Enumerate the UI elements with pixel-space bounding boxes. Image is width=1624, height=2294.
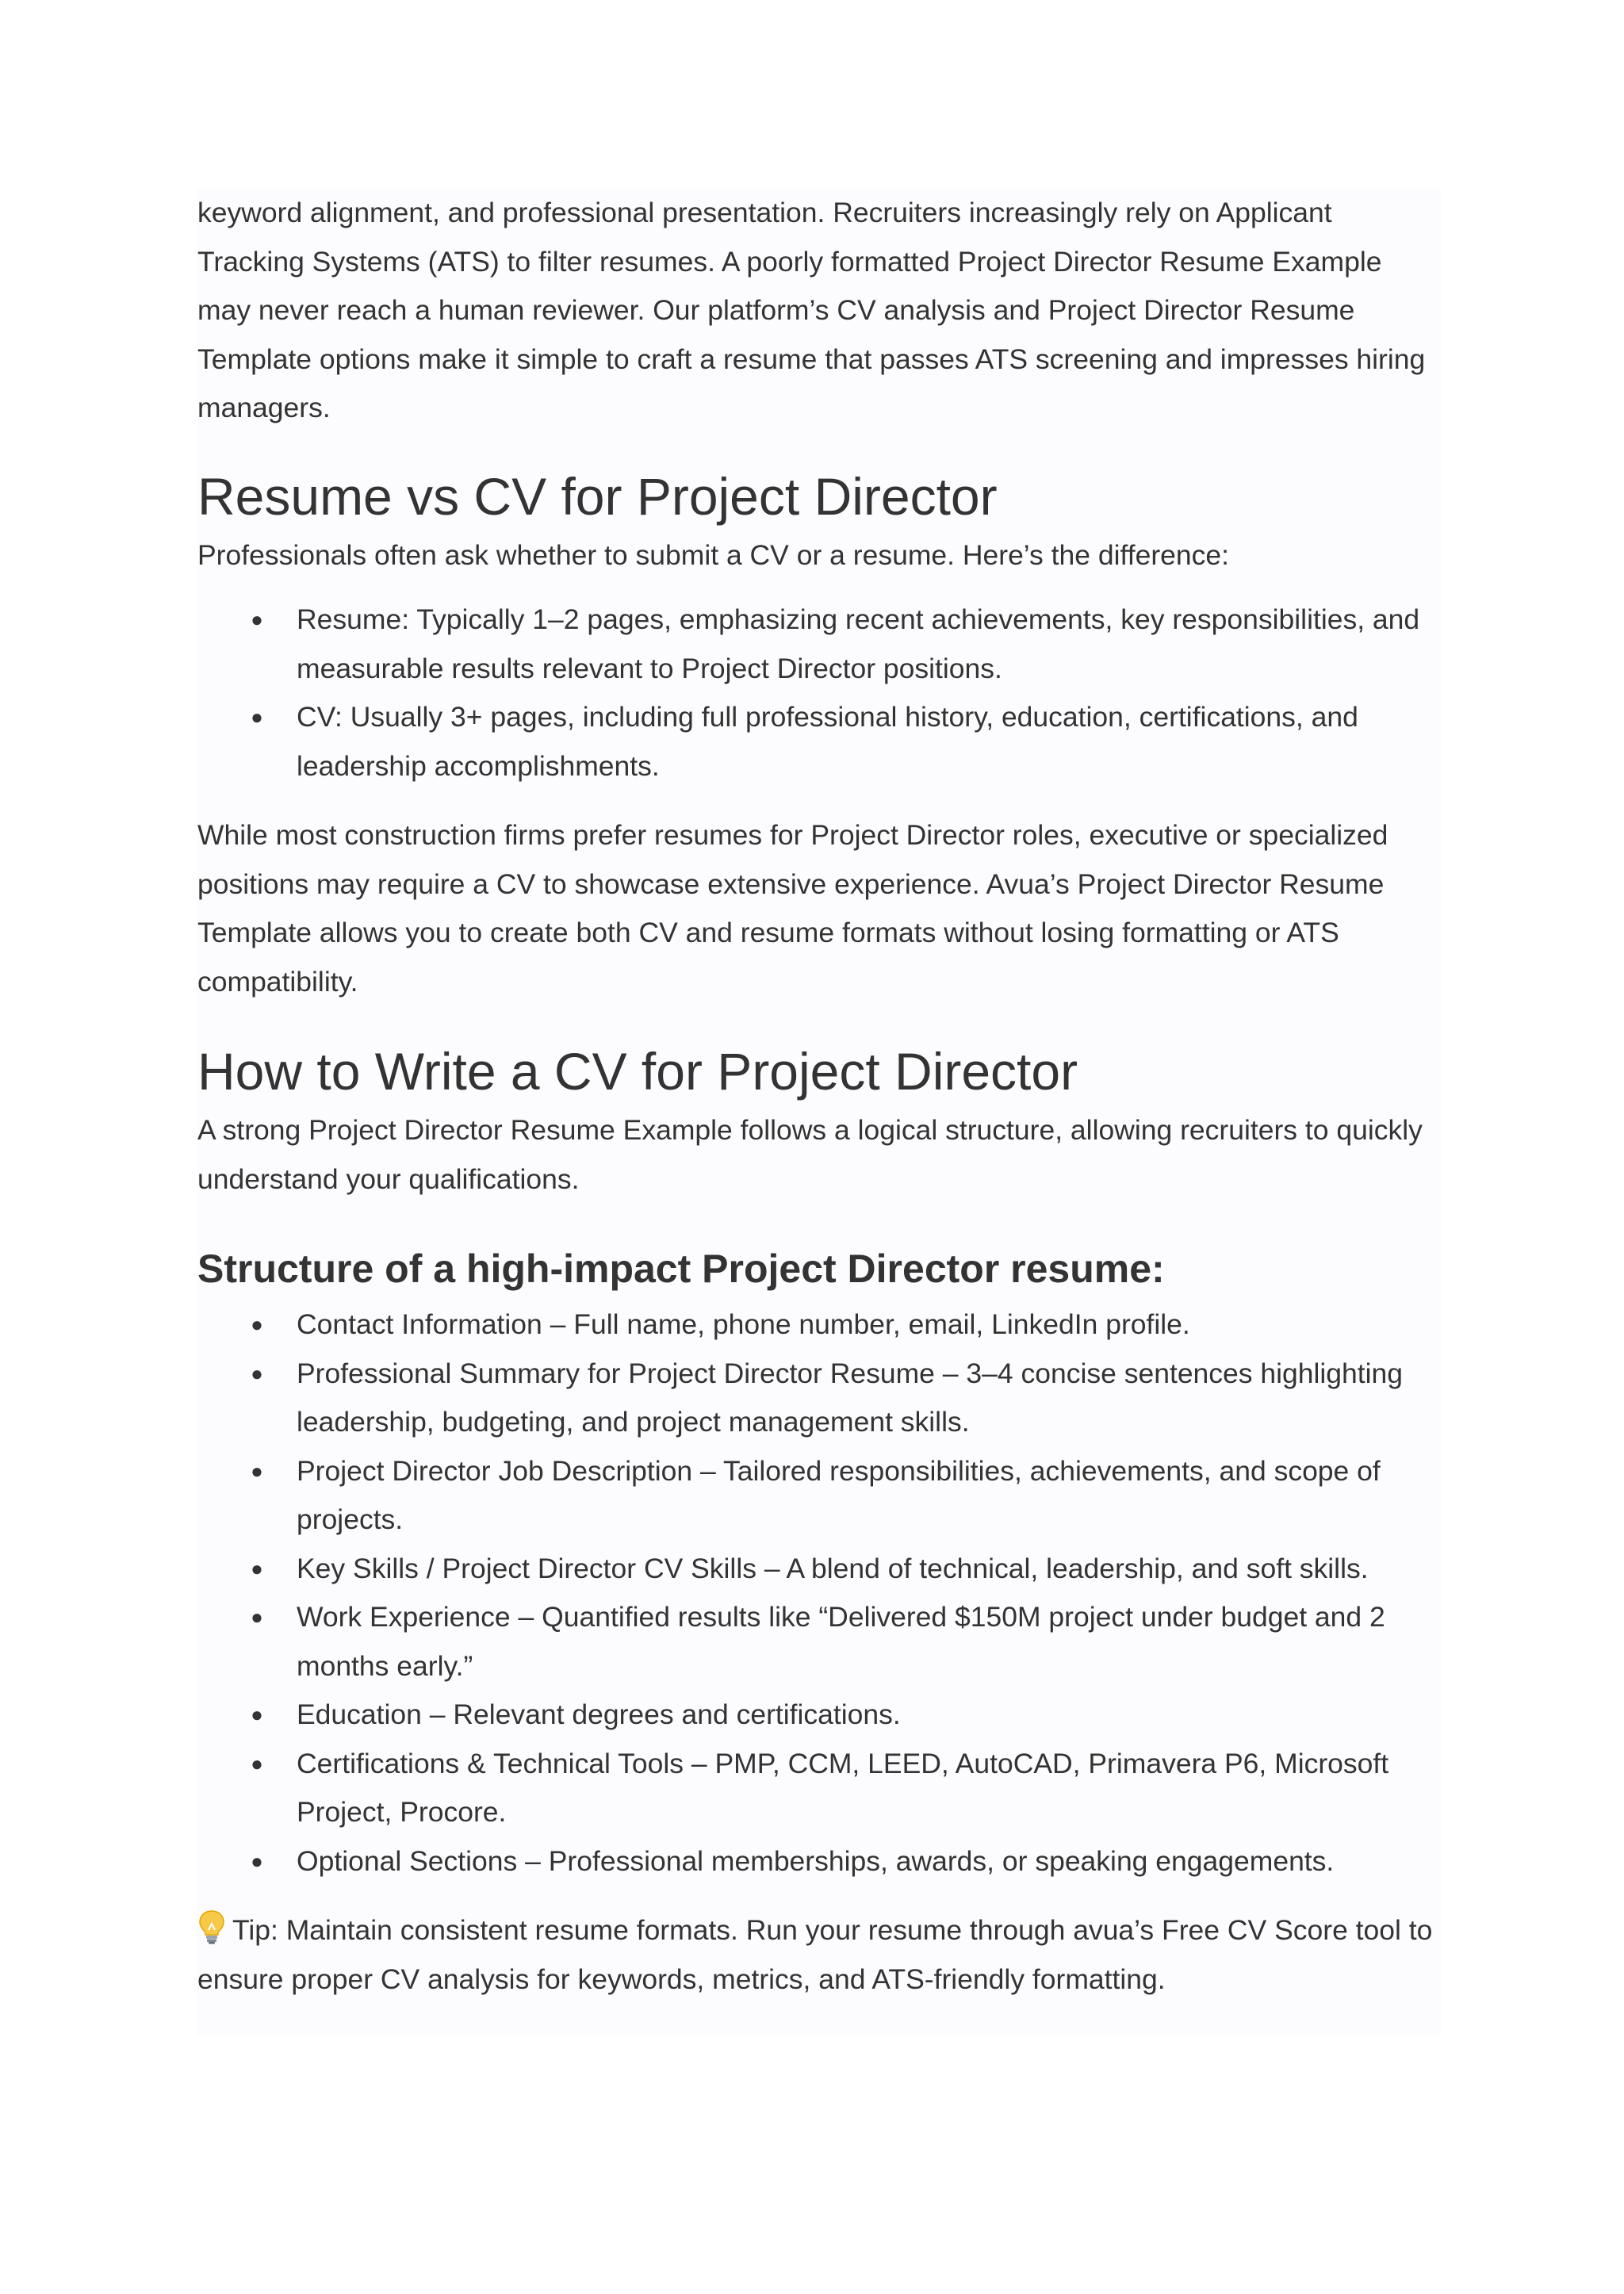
list-item-text: Certifications & Technical Tools – PMP, CCM, LEED, AutoCAD, Primavera P6, Microsoft Project, Procore. (297, 1747, 1389, 1828)
how-to-write-intro-block (197, 1106, 1441, 1243)
tip-paragraph (197, 1906, 1441, 2004)
bullet-icon: ● (251, 1458, 263, 1483)
list-item-text: Contact Information – Full name, phone number, email, LinkedIn profile. (297, 1308, 1190, 1340)
list-item-text: Optional Sections – Professional memberships, awards, or speaking engagements. (297, 1844, 1335, 1877)
intro-block (197, 189, 1441, 465)
list-item-text: Professional Summary for Project Director Resume – 3–4 concise sentences highlighting leadership, budgeting, and project management skills. (297, 1357, 1404, 1438)
intro-paragraph: keyword alignment, and professional presentation. Recruiters increasingly rely on Applicant Tracking Systems (ATS) to filter resumes. A poorly formatted Project Director Resume Example may never reach a human reviewer. Our platform’s CV analysis and Project Director Resume Template options make it simple to craft a resume that passes ATS screening and impresses hiring managers. (197, 197, 1426, 423)
list-item (197, 1691, 1441, 1740)
how-to-write-intro: A strong Project Director Resume Example follows a logical structure, allowing recruiters to quickly understand your qualifications. (197, 1114, 1423, 1195)
list-item (197, 1593, 1441, 1691)
bullet-icon: ● (251, 1605, 263, 1629)
bullet-icon: ● (251, 1702, 263, 1726)
resume-vs-cv-heading: Resume vs CV for Project Director (197, 466, 998, 526)
list-item-text: CV: Usually 3+ pages, including full professional history, education, certifications, and leadership accomplishments. (297, 701, 1358, 782)
list-item (197, 1447, 1441, 1545)
document-content (197, 189, 1441, 2035)
structure-heading: Structure of a high-impact Project Director resume: (197, 1247, 1165, 1291)
bullet-icon: ● (251, 1751, 263, 1775)
how-to-write-heading: How to Write a CV for Project Director (197, 1042, 1078, 1101)
resume-vs-cv-list (197, 596, 1441, 791)
list-item (197, 693, 1441, 791)
bullet-icon: ● (251, 1848, 263, 1873)
resume-vs-cv-closing-block (197, 811, 1441, 1040)
bullet-icon: ● (251, 1556, 263, 1580)
list-item (197, 596, 1441, 693)
resume-vs-cv-intro-block (197, 531, 1441, 596)
structure-heading-block (197, 1243, 1441, 1300)
structure-list-block (197, 1300, 1441, 1906)
list-item-text: Project Director Job Description – Tailored responsibilities, achievements, and scope of projects. (297, 1454, 1381, 1535)
list-item-text: Key Skills / Project Director CV Skills – A blend of technical, leadership, and soft skills. (297, 1552, 1369, 1584)
tip-block (197, 1906, 1441, 2035)
resume-vs-cv-intro: Professionals often ask whether to submit a CV or a resume. Here’s the difference: (197, 538, 1230, 571)
list-item-text: Resume: Typically 1–2 pages, emphasizing recent achievements, key responsibilities, and measurable results relevant to Project Director positions. (297, 603, 1420, 684)
structure-list (197, 1300, 1441, 1886)
bullet-icon: ● (251, 607, 263, 631)
list-item (197, 1545, 1441, 1594)
bullet-icon: ● (251, 1361, 263, 1385)
bullet-icon: ● (251, 705, 263, 729)
lightbulb-icon (197, 1909, 226, 1944)
how-to-write-heading-block (197, 1040, 1441, 1106)
list-item-text: Education – Relevant degrees and certifications. (297, 1698, 901, 1730)
resume-vs-cv-list-block (197, 596, 1441, 811)
list-item (197, 1300, 1441, 1350)
list-item (197, 1350, 1441, 1447)
list-item (197, 1837, 1441, 1886)
resume-vs-cv-heading-block (197, 465, 1441, 531)
tip-text: Tip: Maintain consistent resume formats. Run your resume through avua’s Free CV Score tool to ensure proper CV analysis for keywords, metrics, and ATS-friendly formatting. (197, 1914, 1433, 1995)
resume-vs-cv-closing: While most construction firms prefer resumes for Project Director roles, executive or specialized positions may require a CV to showcase extensive experience. Avua’s Project Director Resume Template allows you to create both CV and resume formats without losing formatting or ATS compatibility. (197, 819, 1388, 998)
list-item (197, 1740, 1441, 1837)
bullet-icon: ● (251, 1312, 263, 1336)
list-item-text: Work Experience – Quantified results like “Delivered $150M project under budget and 2 months early.” (297, 1601, 1385, 1682)
